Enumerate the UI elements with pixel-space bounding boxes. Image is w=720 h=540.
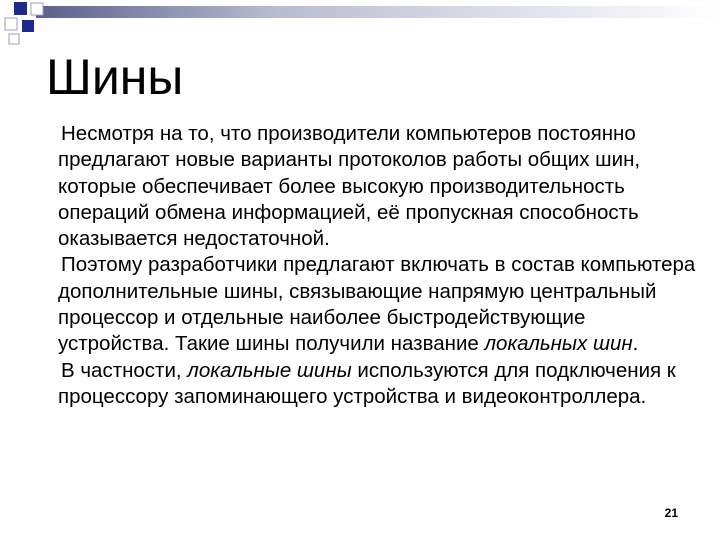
paragraph-3 <box>58 358 698 411</box>
paragraph-3-start: В частности, <box>61 358 188 382</box>
deco-square-outline <box>5 18 17 30</box>
paragraph-3-text: используются для подключения к процессору запоминающего устройства и видеоконтроллера. <box>58 358 676 408</box>
deco-square-outline <box>9 34 19 44</box>
paragraph-2-text: Поэтому разработчики предлагают включать в состав компьютера дополнительные шины, связывающие напрямую центральный процессор и отдельные наиболее быстродействующие устройства. Такие шины получили название <box>58 253 696 356</box>
slide-body <box>58 121 698 410</box>
term-local-buses-2: локальные шины <box>187 358 352 382</box>
paragraph-2 <box>58 252 698 357</box>
page-number: 21 <box>664 506 678 520</box>
paragraph-1 <box>58 121 698 252</box>
term-local-buses: локальных шин <box>484 332 633 356</box>
paragraph-1-text: Несмотря на то, что производители компьютеров постоянно предлагают новые варианты протоколов работы общих шин, которые обеспечивает более высокую производительность операций обмена информацией, её пропускная способность оказывается недостаточной. <box>58 122 641 251</box>
deco-square-filled <box>22 20 34 32</box>
deco-square-outline <box>31 3 43 15</box>
slide-title: Шины <box>46 49 184 105</box>
deco-square-filled <box>14 2 27 15</box>
header-gradient-bar <box>36 6 720 18</box>
paragraph-2-end: . <box>632 332 639 356</box>
